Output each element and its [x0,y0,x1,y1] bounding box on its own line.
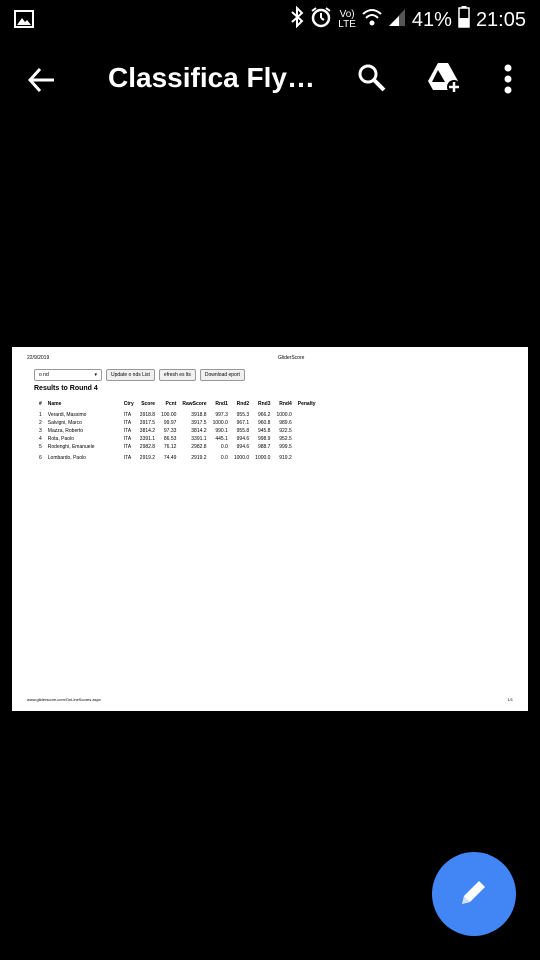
cell-pcnt: 74.49 [163,455,177,461]
cell-name: Rota, Paolo [47,436,74,442]
print-date: 22/9/2019 [27,355,50,361]
cell-rawscore: 2919.2 [191,455,207,461]
cell-rnd4: 922.5 [279,428,292,434]
cell-penalty [295,454,319,462]
table-row [36,427,319,435]
cell-rawscore: 3814.2 [191,428,207,434]
cell-penalty [295,411,319,419]
cell-rnd1: 990.1 [215,428,228,434]
drive-add-icon[interactable] [426,60,462,96]
cell-country: ITA [123,455,132,461]
cell-rank: 2 [39,420,42,426]
cell-pcnt: 100.00 [161,412,177,418]
lte-label: LTE [338,19,356,30]
download-report-button: Download eport [200,369,245,381]
cell-rnd1: 997.3 [215,412,228,418]
cell-rawscore: 3391.1 [191,436,207,442]
col-country: Ctry [123,401,134,407]
col-rnd4: Rnd4 [279,401,292,407]
cell-score: 2919.2 [139,455,156,461]
cell-name: Salvigni, Marco [47,420,82,426]
cell-rank: 3 [39,428,42,434]
cell-score: 2982.8 [139,444,156,450]
back-arrow-icon[interactable] [26,64,58,96]
cell-name: Mazza, Roberto [47,428,84,434]
cell-rawscore: 3917.5 [191,420,207,426]
clock: 21:05 [475,8,526,31]
cell-rnd3: 1000.0 [255,455,271,461]
volte-label: Vo) [339,9,355,20]
cell-pcnt: 86.53 [163,436,177,442]
cell-rnd3: 988.7 [257,444,271,450]
cell-rnd4: 989.6 [279,420,292,426]
print-footer-url: www.gliderscore.com/OnLineScores.aspx [27,697,101,702]
cell-rnd4: 952.5 [279,436,292,442]
document-title: Classifica Fly… [108,62,315,93]
search-icon[interactable] [356,62,388,94]
cell-rnd2: 1000.0 [233,455,250,461]
cell-rnd1: 445.1 [215,436,228,442]
cell-penalty [295,419,319,427]
col-name: Name [47,401,62,407]
round-select [34,369,102,381]
cell-country: ITA [123,428,132,434]
col-rawscore: RawScore [182,401,207,407]
results-table [36,400,319,462]
cell-country: ITA [123,436,132,442]
cell-pcnt: 76.12 [163,444,177,450]
cell-rank: 5 [39,444,42,450]
cell-score: 3918.8 [139,412,156,418]
table-row [36,435,319,443]
cell-penalty [295,427,319,435]
cell-rnd4: 999.5 [279,444,292,450]
cell-rnd2: 994.6 [236,444,250,450]
cell-score: 3391.1 [139,436,156,442]
table-row [36,411,319,419]
col-rnd2: Rnd2 [236,401,250,407]
table-row [36,419,319,427]
bluetooth-icon [290,6,304,34]
status-icons [290,6,526,34]
document-page[interactable] [12,347,528,711]
print-header-title: GliderScore [278,355,305,361]
cell-rnd1: 1000.0 [212,420,228,426]
table-header-row [36,400,319,408]
cell-rnd2: 994.6 [236,436,250,442]
page-indicator: 1/1 [507,697,513,702]
cell-rnd3: 945.8 [257,428,271,434]
wifi-icon [362,7,382,33]
cell-name: Rodenghi, Emanuele [47,444,95,450]
cell-pcnt: 97.33 [163,428,177,434]
controls-row [34,369,245,381]
cell-rnd2: 955.3 [236,412,250,418]
edit-fab-button[interactable] [432,852,516,936]
battery-percent: 41% [411,8,452,31]
cell-rnd3: 960.8 [257,420,271,426]
update-rounds-button: Update o nds List [106,369,155,381]
cell-country: ITA [123,420,132,426]
cell-rnd4: 919.2 [279,455,292,461]
cell-score: 3814.2 [139,428,156,434]
cell-rnd1: 0.0 [220,455,228,461]
col-rank: # [39,401,42,407]
image-notification-icon [14,10,34,33]
results-title: Results to Round 4 [34,385,98,392]
volte-indicator [338,10,356,30]
signal-icon [388,7,406,33]
cell-rnd3: 966.2 [257,412,271,418]
col-score: Score [141,401,156,407]
round-select-value: o nd [39,372,49,378]
cell-rnd3: 998.9 [257,436,271,442]
cell-country: ITA [123,444,132,450]
col-penalty: Penalty [297,401,316,407]
table-row [36,443,319,451]
refresh-results-button: efresh es lts [159,369,196,381]
battery-icon [458,6,470,34]
cell-penalty [295,435,319,443]
more-vert-icon[interactable] [496,62,520,96]
alarm-icon [310,6,332,34]
cell-score: 3917.5 [139,420,156,426]
status-bar [0,0,540,38]
cell-name: Lombardo, Paolo [47,455,86,461]
cell-rank: 6 [39,455,42,461]
cell-rnd2: 955.8 [236,428,250,434]
cell-rnd2: 967.1 [236,420,250,426]
cell-rank: 4 [39,436,42,442]
cell-rank: 1 [39,412,42,418]
cell-name: Verardi, Massimo [47,412,87,418]
cell-rnd4: 1000.0 [276,412,292,418]
table-row [36,454,319,462]
cell-rawscore: 3918.8 [191,412,207,418]
col-pcnt: Pcnt [165,401,177,407]
cell-rawscore: 2982.8 [191,444,207,450]
cell-pcnt: 99.97 [163,420,177,426]
dropdown-arrow-icon: ▾ [94,372,97,378]
cell-penalty [295,443,319,451]
cell-country: ITA [123,412,132,418]
cell-rnd1: 0.0 [220,444,228,450]
app-bar [0,44,540,114]
edit-pencil-icon [458,876,490,913]
col-rnd1: Rnd1 [215,401,228,407]
col-rnd3: Rnd3 [257,401,271,407]
